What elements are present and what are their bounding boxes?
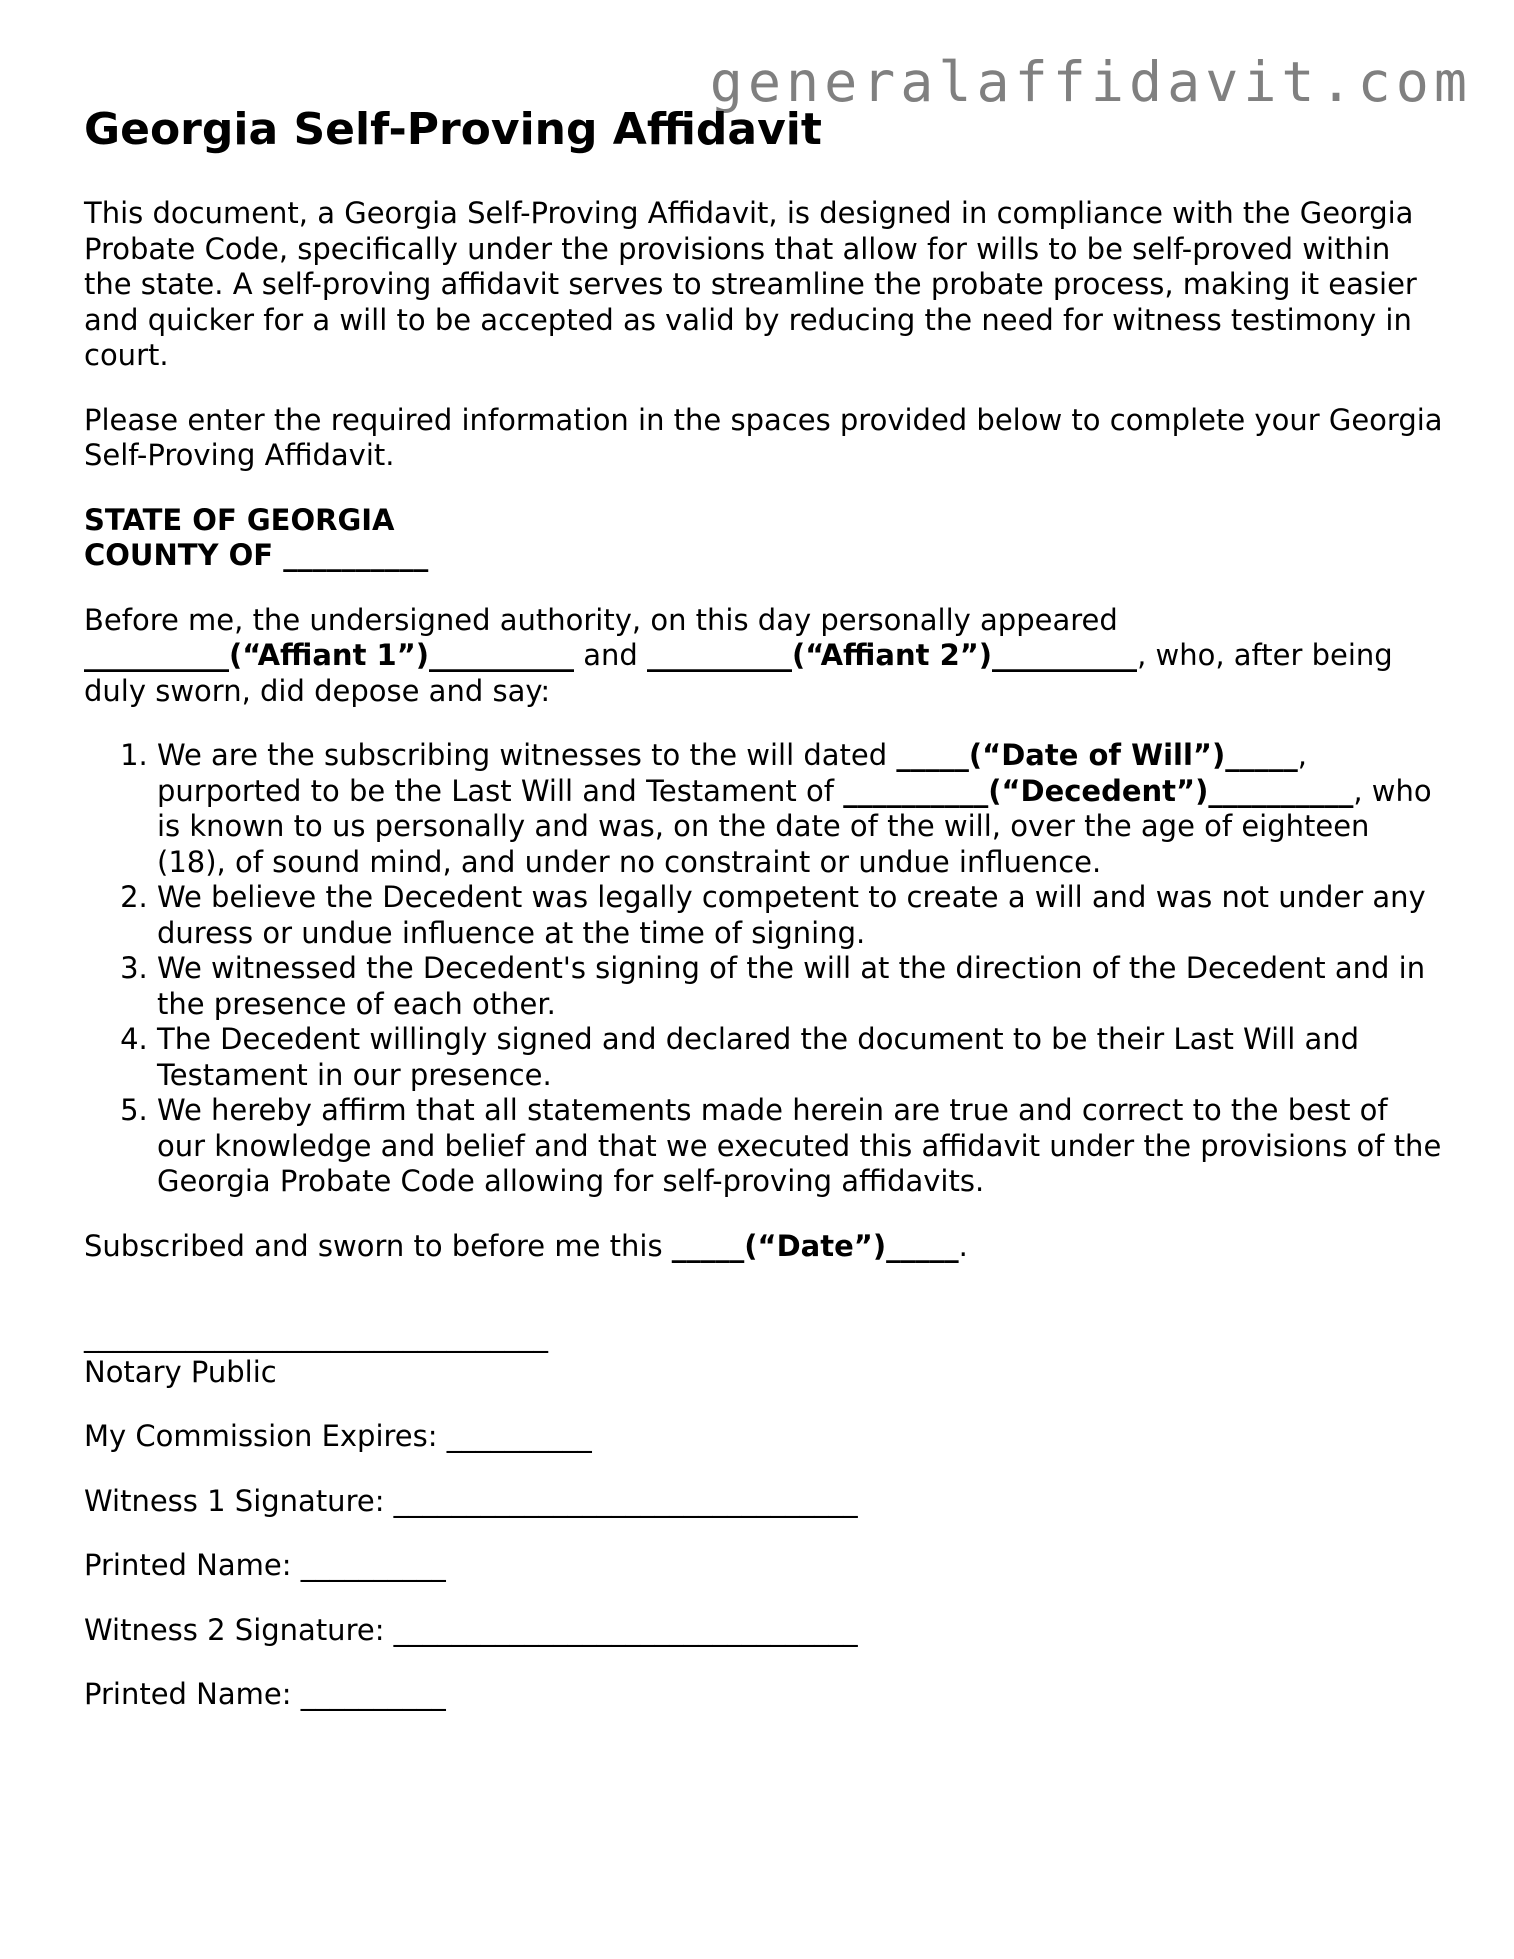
statement-1	[157, 738, 1444, 880]
witness-1-printed-name: Printed Name: __________	[84, 1548, 446, 1582]
statement-3: 3. We witnessed the Decedent's signing of the will at the direction of the Decedent and in the presence of each other.	[157, 951, 1444, 1022]
statement-1-lead: We are the subscribing witnesses to the will dated	[157, 738, 897, 772]
witness-2-signature: Witness 2 Signature: ________________________________	[84, 1612, 858, 1647]
sworn-paragraph	[84, 1229, 1444, 1265]
sworn-date-blank: _____(“Date”)_____	[671, 1228, 959, 1263]
witness-2-printed-name: Printed Name: __________	[84, 1677, 446, 1711]
spacer	[84, 1293, 1444, 1319]
watermark: generalaffidavit.com	[709, 50, 1472, 114]
appearance-tail: , who, after being duly sworn, did depose and say:	[84, 638, 1393, 708]
statement-1-tail: , who is known to us personally and was, on the date of the will, over the age of eighteen (18), of sound mind, and under no constraint or undue influence.	[157, 773, 1432, 879]
appearance-paragraph	[84, 603, 1444, 710]
commission-expires: My Commission Expires: __________	[84, 1419, 592, 1453]
witness-1-signature: Witness 1 Signature: ________________________________	[84, 1483, 858, 1518]
sworn-lead: Subscribed and sworn to before me this	[84, 1228, 672, 1263]
venue-state: STATE OF GEORGIA	[84, 502, 395, 537]
statement-1-mid: , purported to be the Last Will and Testament of	[157, 738, 1307, 808]
venue-county: COUNTY OF __________	[84, 538, 429, 572]
appearance-lead: Before me, the undersigned authority, on this day personally appeared	[84, 602, 1118, 637]
affiant-2-blank: __________(“Affiant 2”)__________	[647, 638, 1138, 672]
statement-2: 2. We believe the Decedent was legally competent to create a will and was not under any duress or undue influence at the time of signing.	[157, 880, 1444, 951]
venue-block	[84, 503, 1444, 574]
document-title: Georgia Self-Proving Affidavit	[84, 104, 822, 155]
intro-paragraph: This document, a Georgia Self-Proving Affidavit, is designed in compliance with the Georgia Probate Code, specifically under the provisions that allow for wills to be self-proved within the state. A self-proving affidavit serves to streamline the probate process, making it easier and quicker for a will to be accepted as valid by reducing the need for witness testimony in court.	[84, 196, 1417, 372]
notary-signature-line: ________________________________	[84, 1319, 548, 1353]
document-body	[84, 102, 1444, 1742]
affiant-1-blank: __________(“Affiant 1”)__________	[84, 638, 575, 672]
statement-4: 4. The Decedent willingly signed and declared the document to be their Last Will and Testament in our presence.	[157, 1022, 1444, 1093]
notary-label: Notary Public	[84, 1354, 277, 1389]
statements-list	[84, 738, 1444, 1200]
notary-block	[84, 1319, 1444, 1390]
date-of-will-blank: _____(“Date of Will”)_____	[896, 738, 1298, 772]
appearance-and: and	[574, 638, 648, 672]
instructions-paragraph: Please enter the required information in the spaces provided below to complete your Georgia Self-Proving Affidavit.	[84, 402, 1443, 472]
statement-5: 5. We hereby affirm that all statements made herein are true and correct to the best of our knowledge and belief and that we executed this affidavit under the provisions of the Georgia Probate Code allowing for self-proving affidavits.	[157, 1093, 1444, 1200]
decedent-blank: __________(“Decedent”)__________	[843, 773, 1354, 808]
sworn-end: .	[958, 1228, 968, 1263]
